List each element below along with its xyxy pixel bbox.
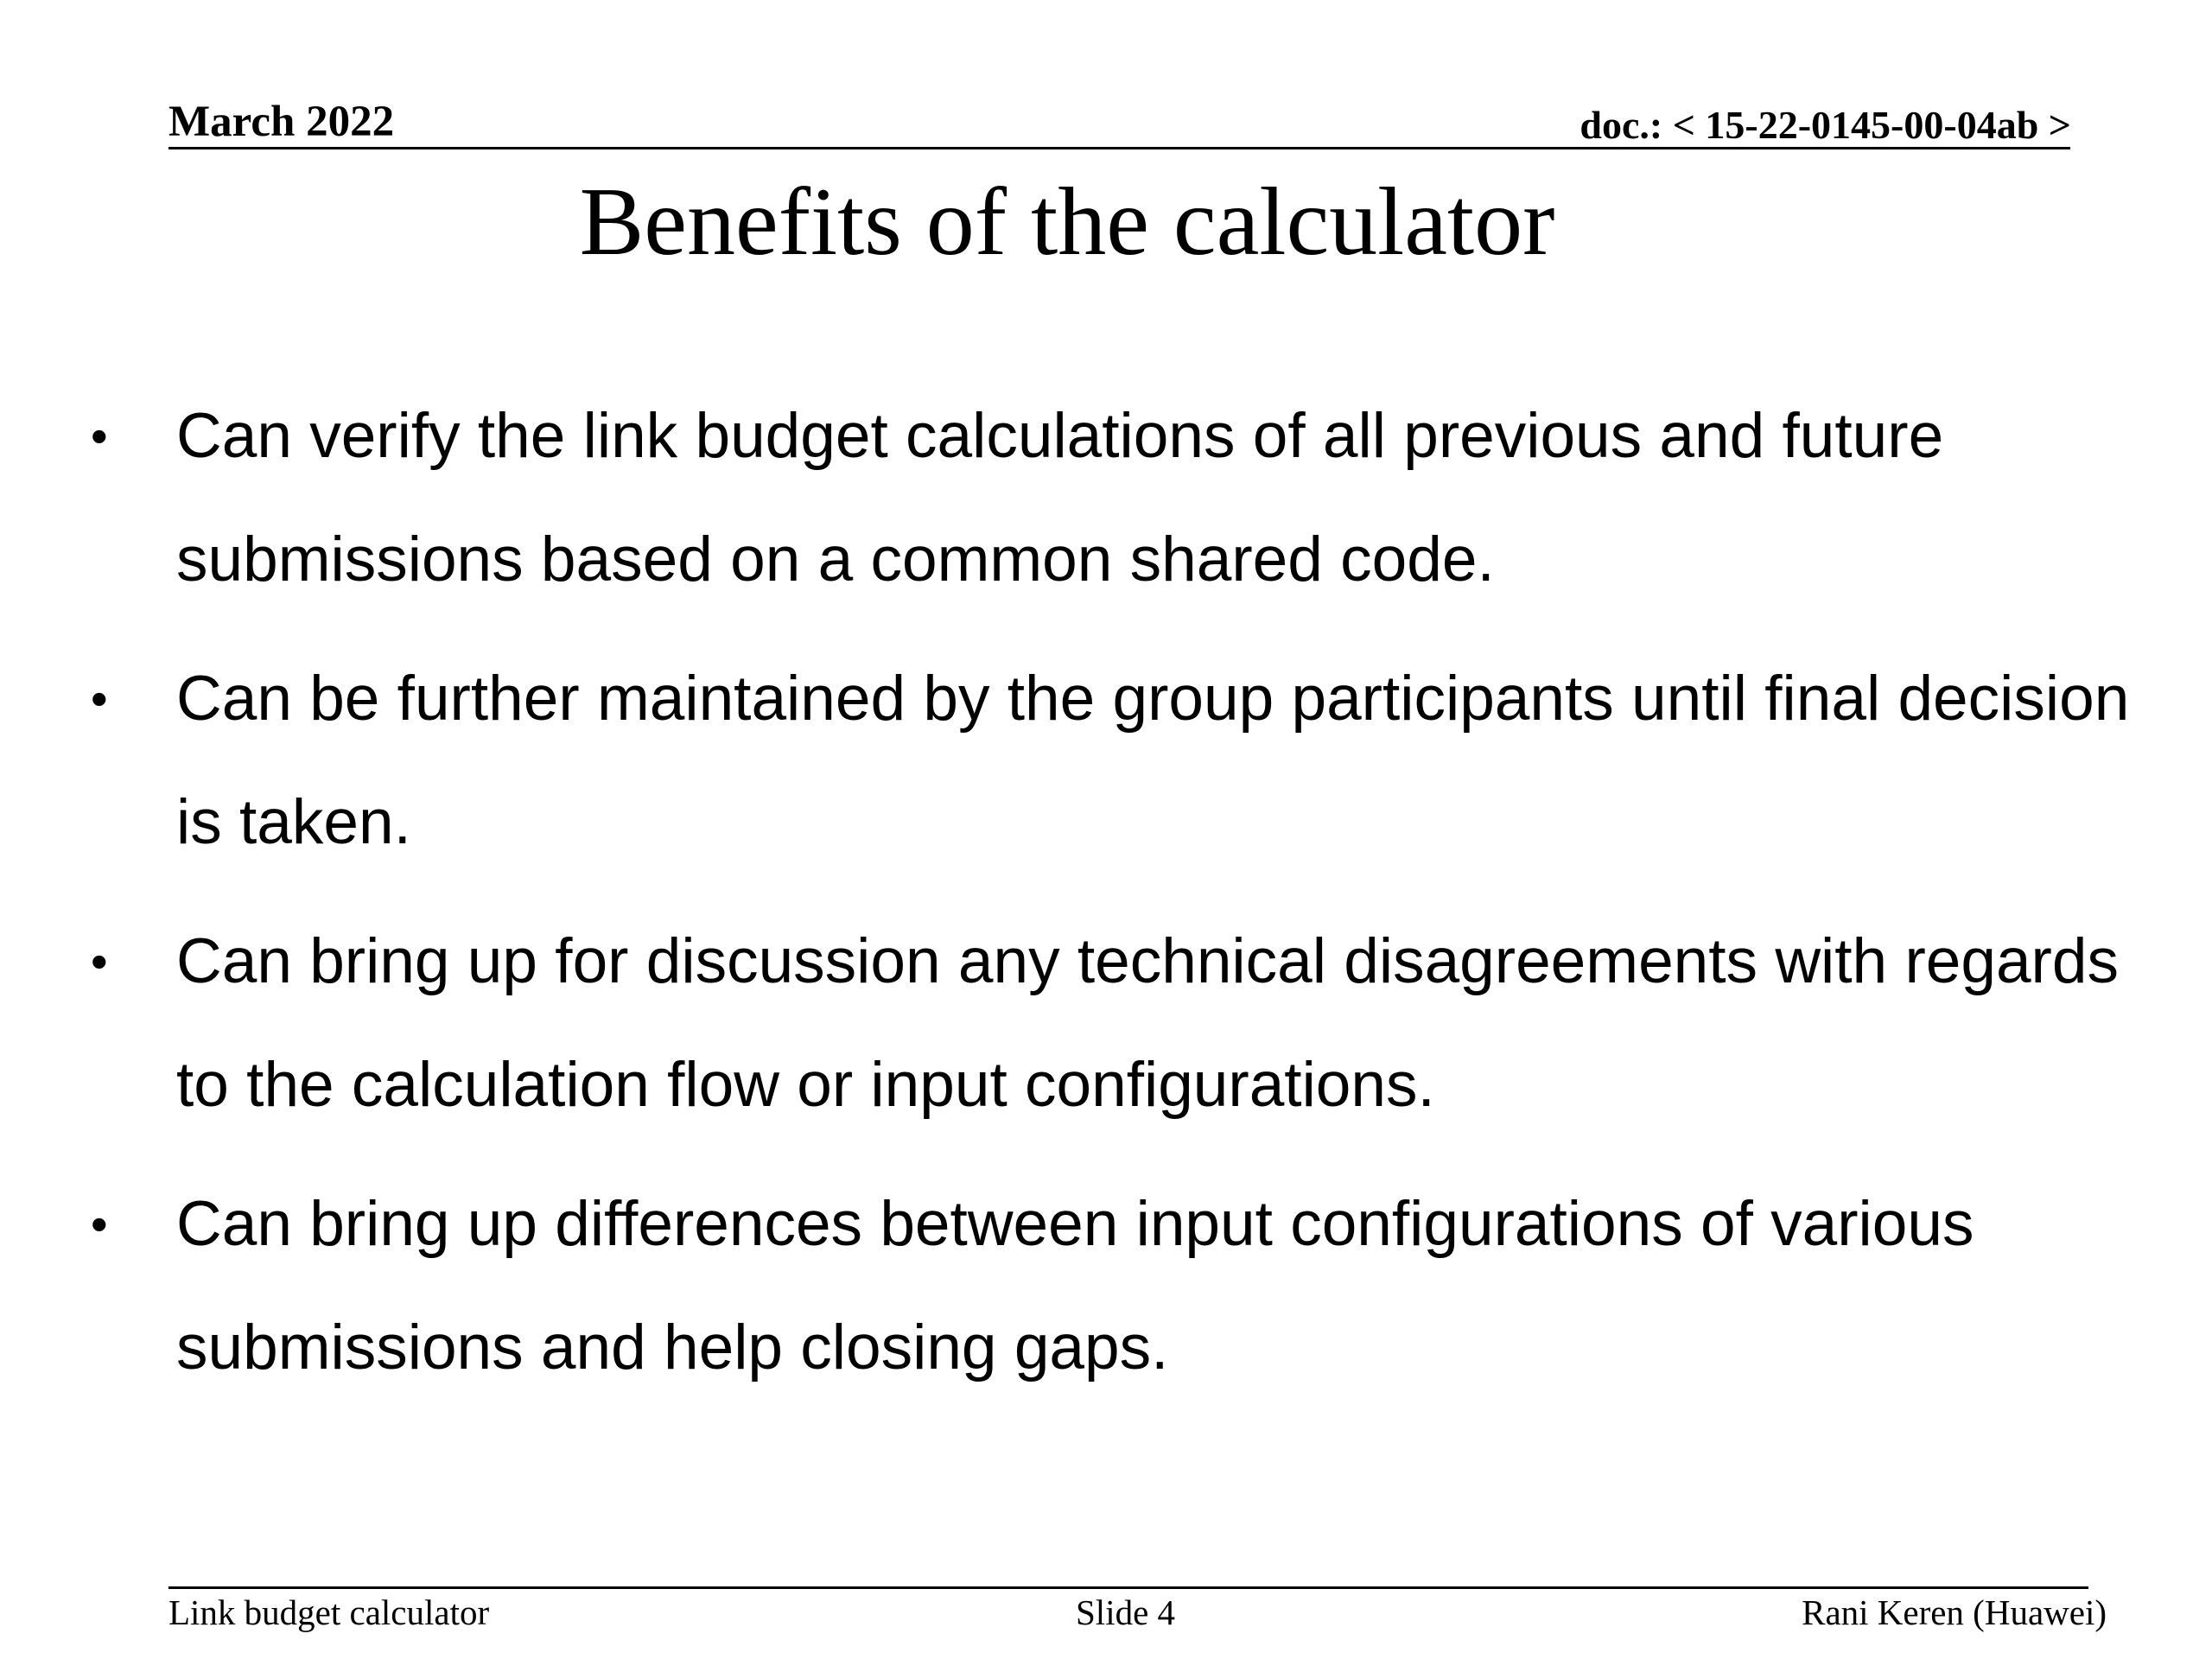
header-doc-id: doc.: < 15-22-0145-00-04ab > <box>1580 103 2071 147</box>
bullet-item <box>0 1162 2212 1409</box>
footer-slide-number: Slide 4 <box>1076 1592 1176 1632</box>
header-divider <box>168 147 2070 149</box>
bullet-icon: • <box>91 671 108 726</box>
bullet-icon: • <box>91 409 108 463</box>
bullet-icon: • <box>91 1197 108 1251</box>
bullet-text: Can bring up for discussion any technical disagreements with regards to the calculation flow or input configurations. <box>176 926 2119 1120</box>
bullet-item <box>0 374 2212 621</box>
footer-title: Link budget calculator <box>168 1592 490 1632</box>
bullet-text: Can verify the link budget calculations of all previous and future submissions based on a common shared code. <box>176 401 1944 594</box>
header-date: March 2022 <box>168 98 395 146</box>
bullet-text: Can bring up differences between input configurations of various submissions and help closing gaps. <box>176 1189 1974 1382</box>
bullet-item <box>0 637 2212 884</box>
bullet-icon: • <box>91 934 108 988</box>
bullet-text: Can be further maintained by the group participants until final decision is taken. <box>176 664 2130 857</box>
slide-title: Benefits of the calculator <box>579 168 1555 276</box>
footer-author: Rani Keren (Huawei) <box>1802 1592 2107 1632</box>
bullet-list <box>0 374 2212 1425</box>
bullet-item <box>0 899 2212 1147</box>
